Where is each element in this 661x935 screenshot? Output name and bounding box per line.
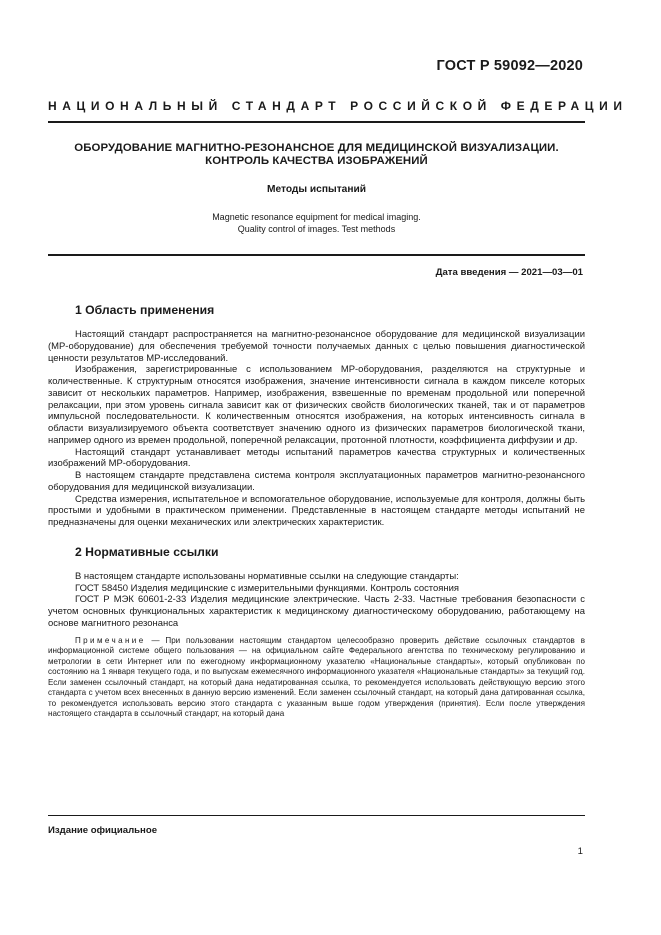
title-rule	[48, 254, 585, 256]
main-title-line2: КОНТРОЛЬ КАЧЕСТВА ИЗОБРАЖЕНИЙ	[205, 155, 428, 167]
section-1-paragraph: В настоящем стандарте представлена система контроля эксплуатационных параметров магнитно-резонансного оборудования для медицинской визуализации.	[48, 470, 585, 493]
title-block	[48, 142, 585, 235]
english-title	[48, 211, 585, 235]
main-title-line1: ОБОРУДОВАНИЕ МАГНИТНО-РЕЗОНАНСНОЕ ДЛЯ МЕДИЦИНСКОЙ ВИЗУАЛИЗАЦИИ.	[74, 142, 559, 154]
section-1-paragraph: Настоящий стандарт устанавливает методы испытаний параметров качества структурных и количественных изображений МР-оборудования.	[48, 446, 585, 470]
english-title-line1: Magnetic resonance equipment for medical imaging.	[212, 212, 421, 222]
section-1-paragraph: Средства измерения, испытательное и вспомогательное оборудование, используемые для контроля, должны быть простыми и удобными в практическом применении. Представленные в настоящем стандарте методы испытаний не предназначены для оценки механических или электрических характеристик.	[48, 493, 585, 528]
document-body	[48, 303, 585, 720]
reference-gost-r-iec-60601-2-33: ГОСТ Р МЭК 60601-2-33 Изделия медицинские электрические. Часть 2-33. Частные требования безопасности с учетом основных функциональных характеристик к медицинскому диагностическому оборудованию, работающему на основе магнитного резонанса	[48, 594, 585, 629]
section-1-paragraph: Настоящий стандарт распространяется на магнитно-резонансное оборудование для медицинской визуализации (МР-оборудование) для обеспечения требуемой точности получаемых данных с целью повышения диагностической ценности результатов МР-исследований.	[48, 329, 585, 364]
page-number: 1	[577, 846, 583, 857]
section-1-paragraph: Изображения, зарегистрированные с использованием МР-оборудования, разделяются на структурные и количественные. К структурным относятся изображения, значение интенсивности сигнала в каждом пикселе которых зависит от нескольких параметров. Например, изображения, взвешенные по временам продольной или поперечной релаксации, при этом уровень сигнала зависит как от физических свойств биологических тканей, так и от параметров импульсной последовательности. К количественным относятся изображения, на которых интенсивность сигнала в области визуализируемого объекта соответствует значению одного из физических параметров биологической ткани, например одного из времен продольной, поперечной релаксации, протонной плотности, коэффициента диффузии и др.	[48, 364, 585, 446]
edition-label: Издание официальное	[48, 825, 158, 836]
section-2-heading: 2 Нормативные ссылки	[75, 544, 219, 559]
introduction-date: Дата введения — 2021—03—01	[435, 267, 583, 278]
main-title	[48, 142, 585, 168]
national-standard-title: НАЦИОНАЛЬНЫЙ СТАНДАРТ РОССИЙСКОЙ ФЕДЕРАЦИИ	[48, 99, 628, 113]
english-title-line2: Quality control of images. Test methods	[237, 224, 396, 234]
footer-rule	[48, 815, 585, 816]
section-1-heading: 1 Область применения	[75, 303, 215, 317]
document-subtitle: Методы испытаний	[266, 184, 367, 195]
note-label: Примечание	[75, 635, 146, 645]
note-paragraph	[48, 636, 585, 720]
note-text: — При пользовании настоящим стандартом целесообразно проверить действие ссылочных стандартов в информационной системе общего пользования — на официальном сайте Федерального агентства по техническому регулированию и метрологии в сети Интернет или по ежегодному информационному указателю «Национальные стандарты», который опубликован по состоянию на 1 января текущего года, и по выпускам ежемесячного информационного указателя «Национальные стандарты» за текущий год. Если заменен ссылочный стандарт, на который дана недатированная ссылка, то рекомендуется использовать действующую версию этого стандарта с учетом всех внесенных в данную версию изменений. Если заменен ссылочный стандарт, на который дана датированная ссылка, то рекомендуется использовать версию этого стандарта с указанным выше годом утверждения (принятия). Если после утверждения настоящего стандарта в ссылочный стандарт, на который дана	[48, 635, 585, 719]
document-code: ГОСТ Р 59092—2020	[436, 58, 583, 74]
section-2-paragraph: В настоящем стандарте использованы нормативные ссылки на следующие стандарты:	[75, 570, 459, 582]
reference-gost-58450: ГОСТ 58450 Изделия медицинские с измерительными функциями. Контроль состояния	[75, 582, 459, 594]
header-rule	[48, 121, 585, 123]
